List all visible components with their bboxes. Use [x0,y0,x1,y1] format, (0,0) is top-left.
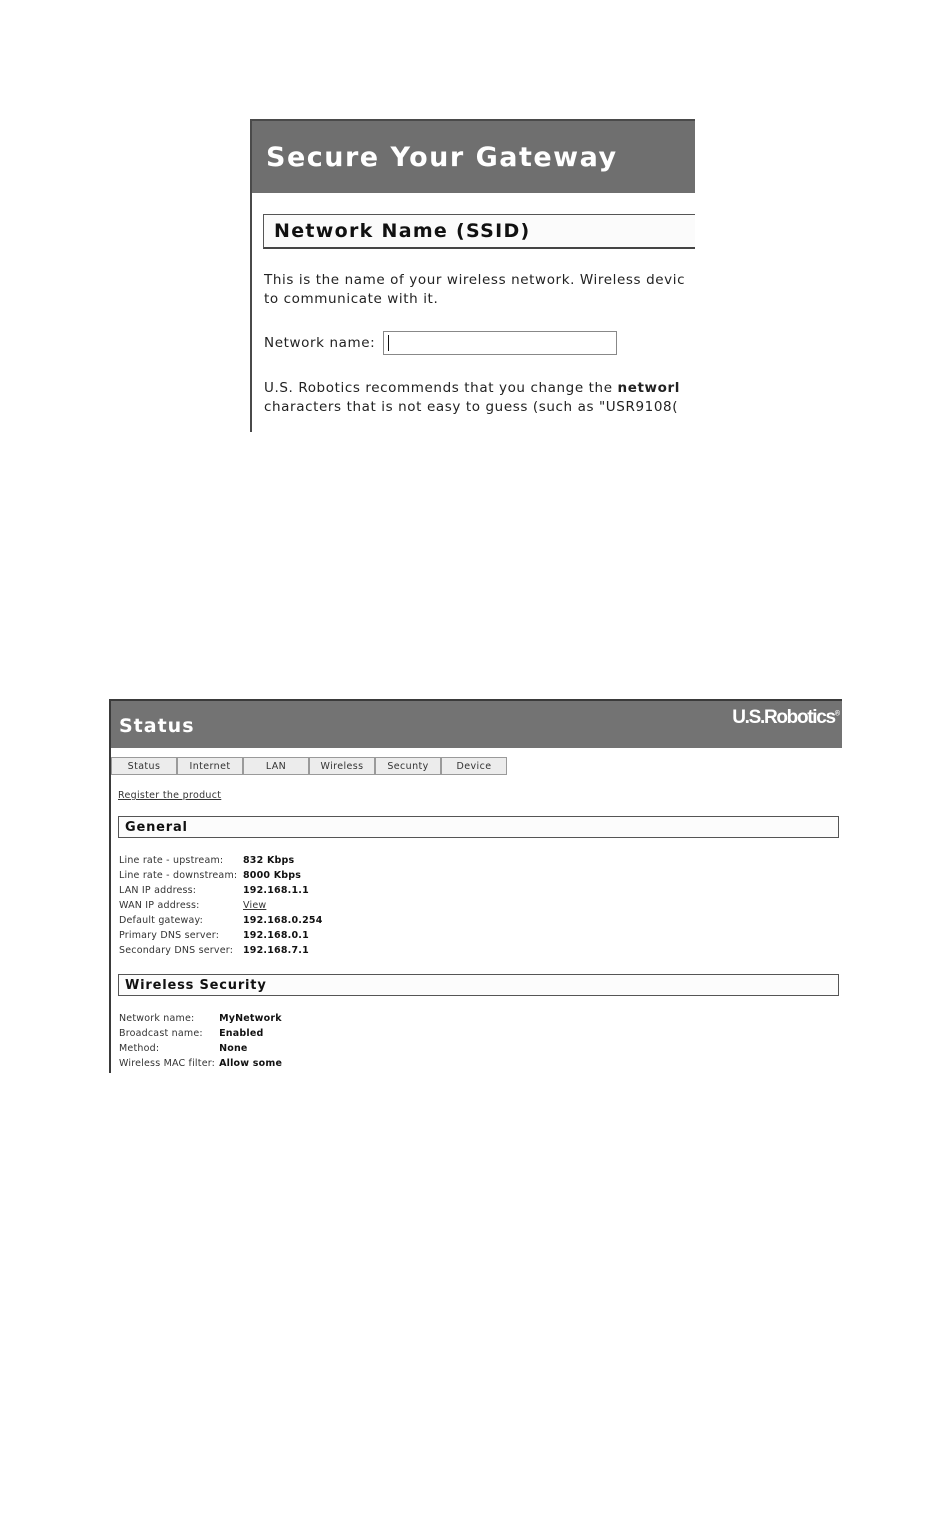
secure-gateway-panel [250,119,695,432]
row-value: Allow some [219,1058,283,1069]
row-label: Network name: [119,1013,195,1024]
wireless-security-section-header [118,974,839,996]
table-row [119,913,323,928]
tab-device[interactable]: Device [441,757,507,775]
row-label: Broadcast name: [119,1028,203,1039]
tab-security[interactable]: Secunty [375,757,441,775]
table-row [119,898,323,913]
network-name-label: Network name: [264,335,376,351]
row-value: 192.168.0.1 [243,930,309,941]
tab-lan[interactable]: LAN [243,757,309,775]
row-label: Wireless MAC filter: [119,1058,216,1069]
section-title: Wireless Security [125,977,267,993]
description-line: This is the name of your wireless network. Wireless devic [264,272,686,288]
description-line: to communicate with it. [264,291,439,307]
table-row [119,868,323,883]
register-product-link[interactable]: Register the product [118,790,222,801]
row-label: LAN IP address: [119,885,197,896]
row-value: Enabled [219,1028,264,1039]
table-row [119,1011,282,1026]
general-section-header [118,816,839,838]
recommendation-prefix: U.S. Robotics recommends that you change the [264,380,618,396]
tab-status[interactable]: Status [111,757,177,775]
page-title: Status [119,715,195,737]
tab-internet[interactable]: Internet [177,757,243,775]
recommendation-line [264,379,695,398]
table-row [119,1041,282,1056]
page-title: Secure Your Gateway [266,141,618,173]
recommendation-bold: networl [617,380,680,396]
table-row [119,943,323,958]
recommendation-text [264,379,695,417]
row-label: Line rate - downstream: [119,870,238,881]
row-label: Secondary DNS server: [119,945,234,956]
network-name-input[interactable] [383,331,617,355]
row-label: Primary DNS server: [119,930,220,941]
table-row [119,883,323,898]
status-panel [109,699,842,1073]
row-value: 8000 Kbps [243,870,302,881]
wireless-info-table [119,1011,282,1071]
wan-ip-view-link[interactable]: View [243,900,267,911]
row-label: Default gateway: [119,915,204,926]
section-title: Network Name (SSID) [274,220,531,242]
tab-bar [111,757,507,775]
table-row [119,928,323,943]
row-value: 192.168.1.1 [243,885,309,896]
recommendation-line: characters that is not easy to guess (such as "USR9108( [264,399,679,415]
row-label: Line rate - upstream: [119,855,224,866]
logo-mark: ® [834,710,840,718]
status-banner [111,699,842,748]
section-title: General [125,819,188,835]
table-row [119,1056,282,1071]
ssid-section-header [263,214,695,249]
row-label: Method: [119,1043,160,1054]
tab-wireless[interactable]: Wireless [309,757,375,775]
network-name-field-row [264,331,617,355]
row-value: 192.168.7.1 [243,945,309,956]
row-value: MyNetwork [219,1013,282,1024]
row-value: 832 Kbps [243,855,295,866]
table-row [119,1026,282,1041]
table-row [119,853,323,868]
text-caret [388,335,389,351]
row-value: None [219,1043,248,1054]
row-value: 192.168.0.254 [243,915,323,926]
gateway-banner [252,119,695,193]
logo-text: U.S.Robotics [732,707,835,728]
ssid-description [264,271,695,309]
general-info-table [119,853,323,958]
row-label: WAN IP address: [119,900,200,911]
usrobotics-logo [732,707,840,729]
